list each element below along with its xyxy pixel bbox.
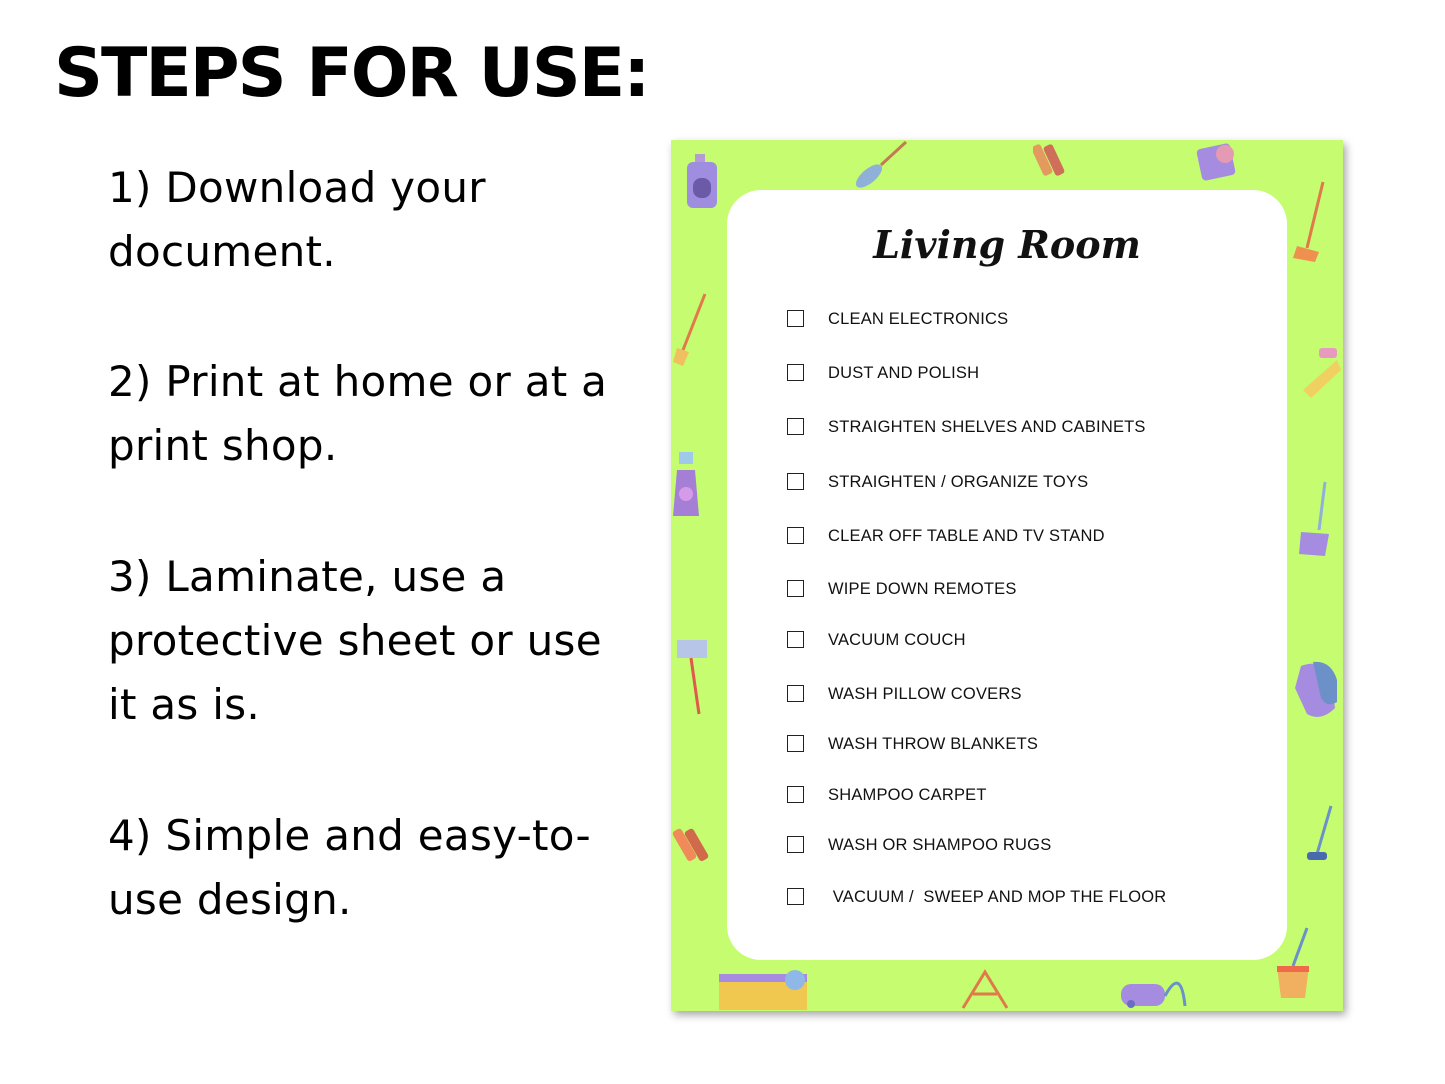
list-item-label: STRAIGHTEN SHELVES AND CABINETS <box>828 418 1146 436</box>
checkbox[interactable] <box>787 527 804 544</box>
list-item-label: WASH PILLOW COVERS <box>828 685 1022 703</box>
step-1: 1) Download your document. <box>108 163 486 276</box>
spray-bottle-icon <box>671 446 703 520</box>
mop-icon <box>671 290 711 370</box>
dustpan-icon <box>1295 480 1335 560</box>
checkbox[interactable] <box>787 888 804 905</box>
checklist-sheet-preview <box>671 140 1343 1011</box>
list-item-label: DUST AND POLISH <box>828 364 980 382</box>
list-item-label: VACUUM / SWEEP AND MOP THE FLOOR <box>828 888 1167 906</box>
checkbox[interactable] <box>787 786 804 803</box>
drying-rack-icon <box>955 968 1015 1011</box>
iron-icon <box>1297 340 1343 400</box>
checklist-title: Living Room <box>873 222 1141 267</box>
list-item-label: WASH OR SHAMPOO RUGS <box>828 836 1052 854</box>
list-item-label: SHAMPOO CARPET <box>828 786 987 804</box>
bucket-sponge-icon <box>719 970 809 1010</box>
checkbox[interactable] <box>787 473 804 490</box>
checkbox[interactable] <box>787 631 804 648</box>
list-item-label: CLEAN ELECTRONICS <box>828 310 1009 328</box>
checklist-card <box>727 190 1287 960</box>
checkbox[interactable] <box>787 580 804 597</box>
clothespin-icon-2 <box>671 824 711 868</box>
sponge-glove-icon <box>1195 140 1245 186</box>
checkbox[interactable] <box>787 735 804 752</box>
step-4: 4) Simple and easy-to-use design. <box>108 811 592 924</box>
duster-icon <box>851 140 911 190</box>
checkbox[interactable] <box>787 310 804 327</box>
clothespin-icon <box>1033 140 1067 180</box>
list-item-label: VACUUM COUCH <box>828 631 966 649</box>
gloves-icon <box>1291 658 1341 724</box>
vacuum-stick-icon <box>1303 804 1339 864</box>
list-item-label: WIPE DOWN REMOTES <box>828 580 1017 598</box>
checkbox[interactable] <box>787 685 804 702</box>
broom-icon <box>1291 180 1331 270</box>
checkbox[interactable] <box>787 836 804 853</box>
step-2: 2) Print at home or at a print shop. <box>108 357 608 470</box>
list-item-label: STRAIGHTEN / ORGANIZE TOYS <box>828 473 1089 491</box>
detergent-bottle-icon <box>685 154 721 210</box>
step-3: 3) Laminate, use a protective sheet or use it as is. <box>108 552 602 729</box>
squeegee-icon <box>675 638 711 718</box>
list-item-label: WASH THROW BLANKETS <box>828 735 1039 753</box>
page-heading: STEPS FOR USE: <box>54 34 649 113</box>
checkbox[interactable] <box>787 418 804 435</box>
vacuum-cleaner-icon <box>1119 966 1195 1010</box>
list-item-label: CLEAR OFF TABLE AND TV STAND <box>828 527 1105 545</box>
checkbox[interactable] <box>787 364 804 381</box>
